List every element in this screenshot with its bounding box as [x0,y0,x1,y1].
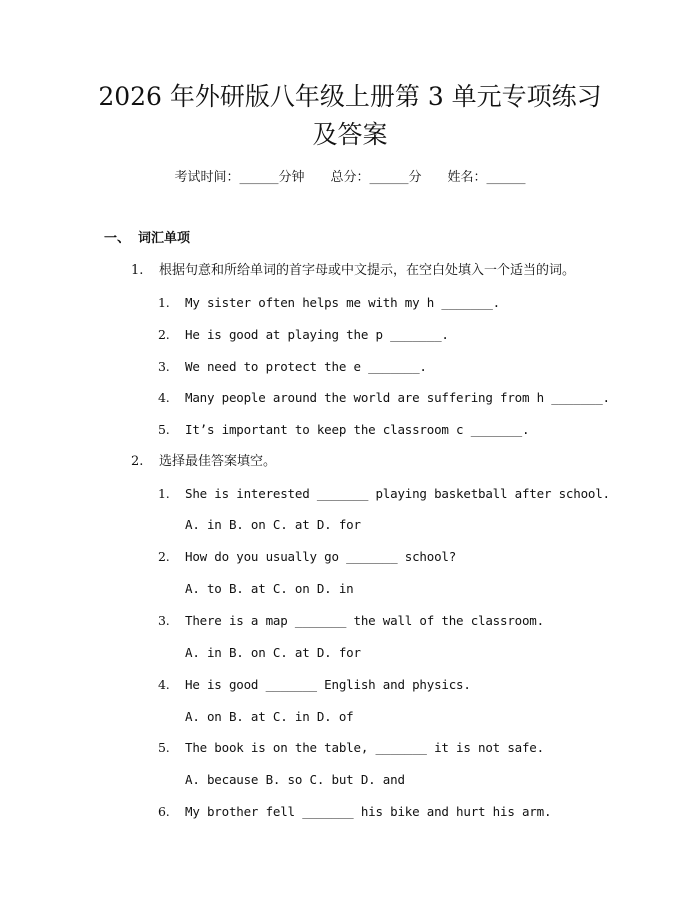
exam-meta [0,168,700,188]
section-title: 词汇单项 [138,231,191,246]
answer-options: A. because B. so C. but D. and [185,772,405,787]
question-item: 2. He is good at playing the p _______. [158,327,449,342]
title-line-1: 2026 年外研版八年级上册第 3 单元专项练习 [98,82,602,111]
question-item: 3. There is a map _______ the wall of the classroom. [158,613,544,628]
answer-options: A. on B. at C. in D. of [185,709,354,724]
question-item: 3. We need to protect the e _______. [158,359,427,374]
question-item: 2. How do you usually go _______ school? [158,549,457,564]
exam-time: 考试时间：______分钟 [174,170,305,185]
question-item: 6. My brother fell _______ his bike and hurt his arm. [158,804,552,819]
answer-options: A. to B. at C. on D. in [185,581,354,596]
title-line-2: 及答案 [312,120,388,149]
part-1-instruction: 1. 根据句意和所给单词的首字母或中文提示，在空白处填入一个适当的词。 [131,263,576,278]
question-item: 4. Many people around the world are suffering from h _______. [158,390,610,405]
question-item: 1. She is interested _______ playing basketball after school. [158,486,610,501]
exam-score: 总分：______分 [330,170,422,185]
question-item: 1. My sister often helps me with my h _______. [158,295,501,310]
question-item: 5. The book is on the table, _______ it is not safe. [158,740,544,755]
section-number: 一、 [104,231,131,246]
answer-options: A. in B. on C. at D. for [185,517,361,532]
student-name: 姓名：______ [447,170,526,185]
document-title [60,78,640,154]
answer-options: A. in B. on C. at D. for [185,645,361,660]
part-2-instruction: 2. 选择最佳答案填空。 [131,454,277,469]
question-item: 4. He is good _______ English and physics. [158,677,471,692]
question-item: 5. It’s important to keep the classroom c _______. [158,422,530,437]
section-heading [104,229,190,249]
